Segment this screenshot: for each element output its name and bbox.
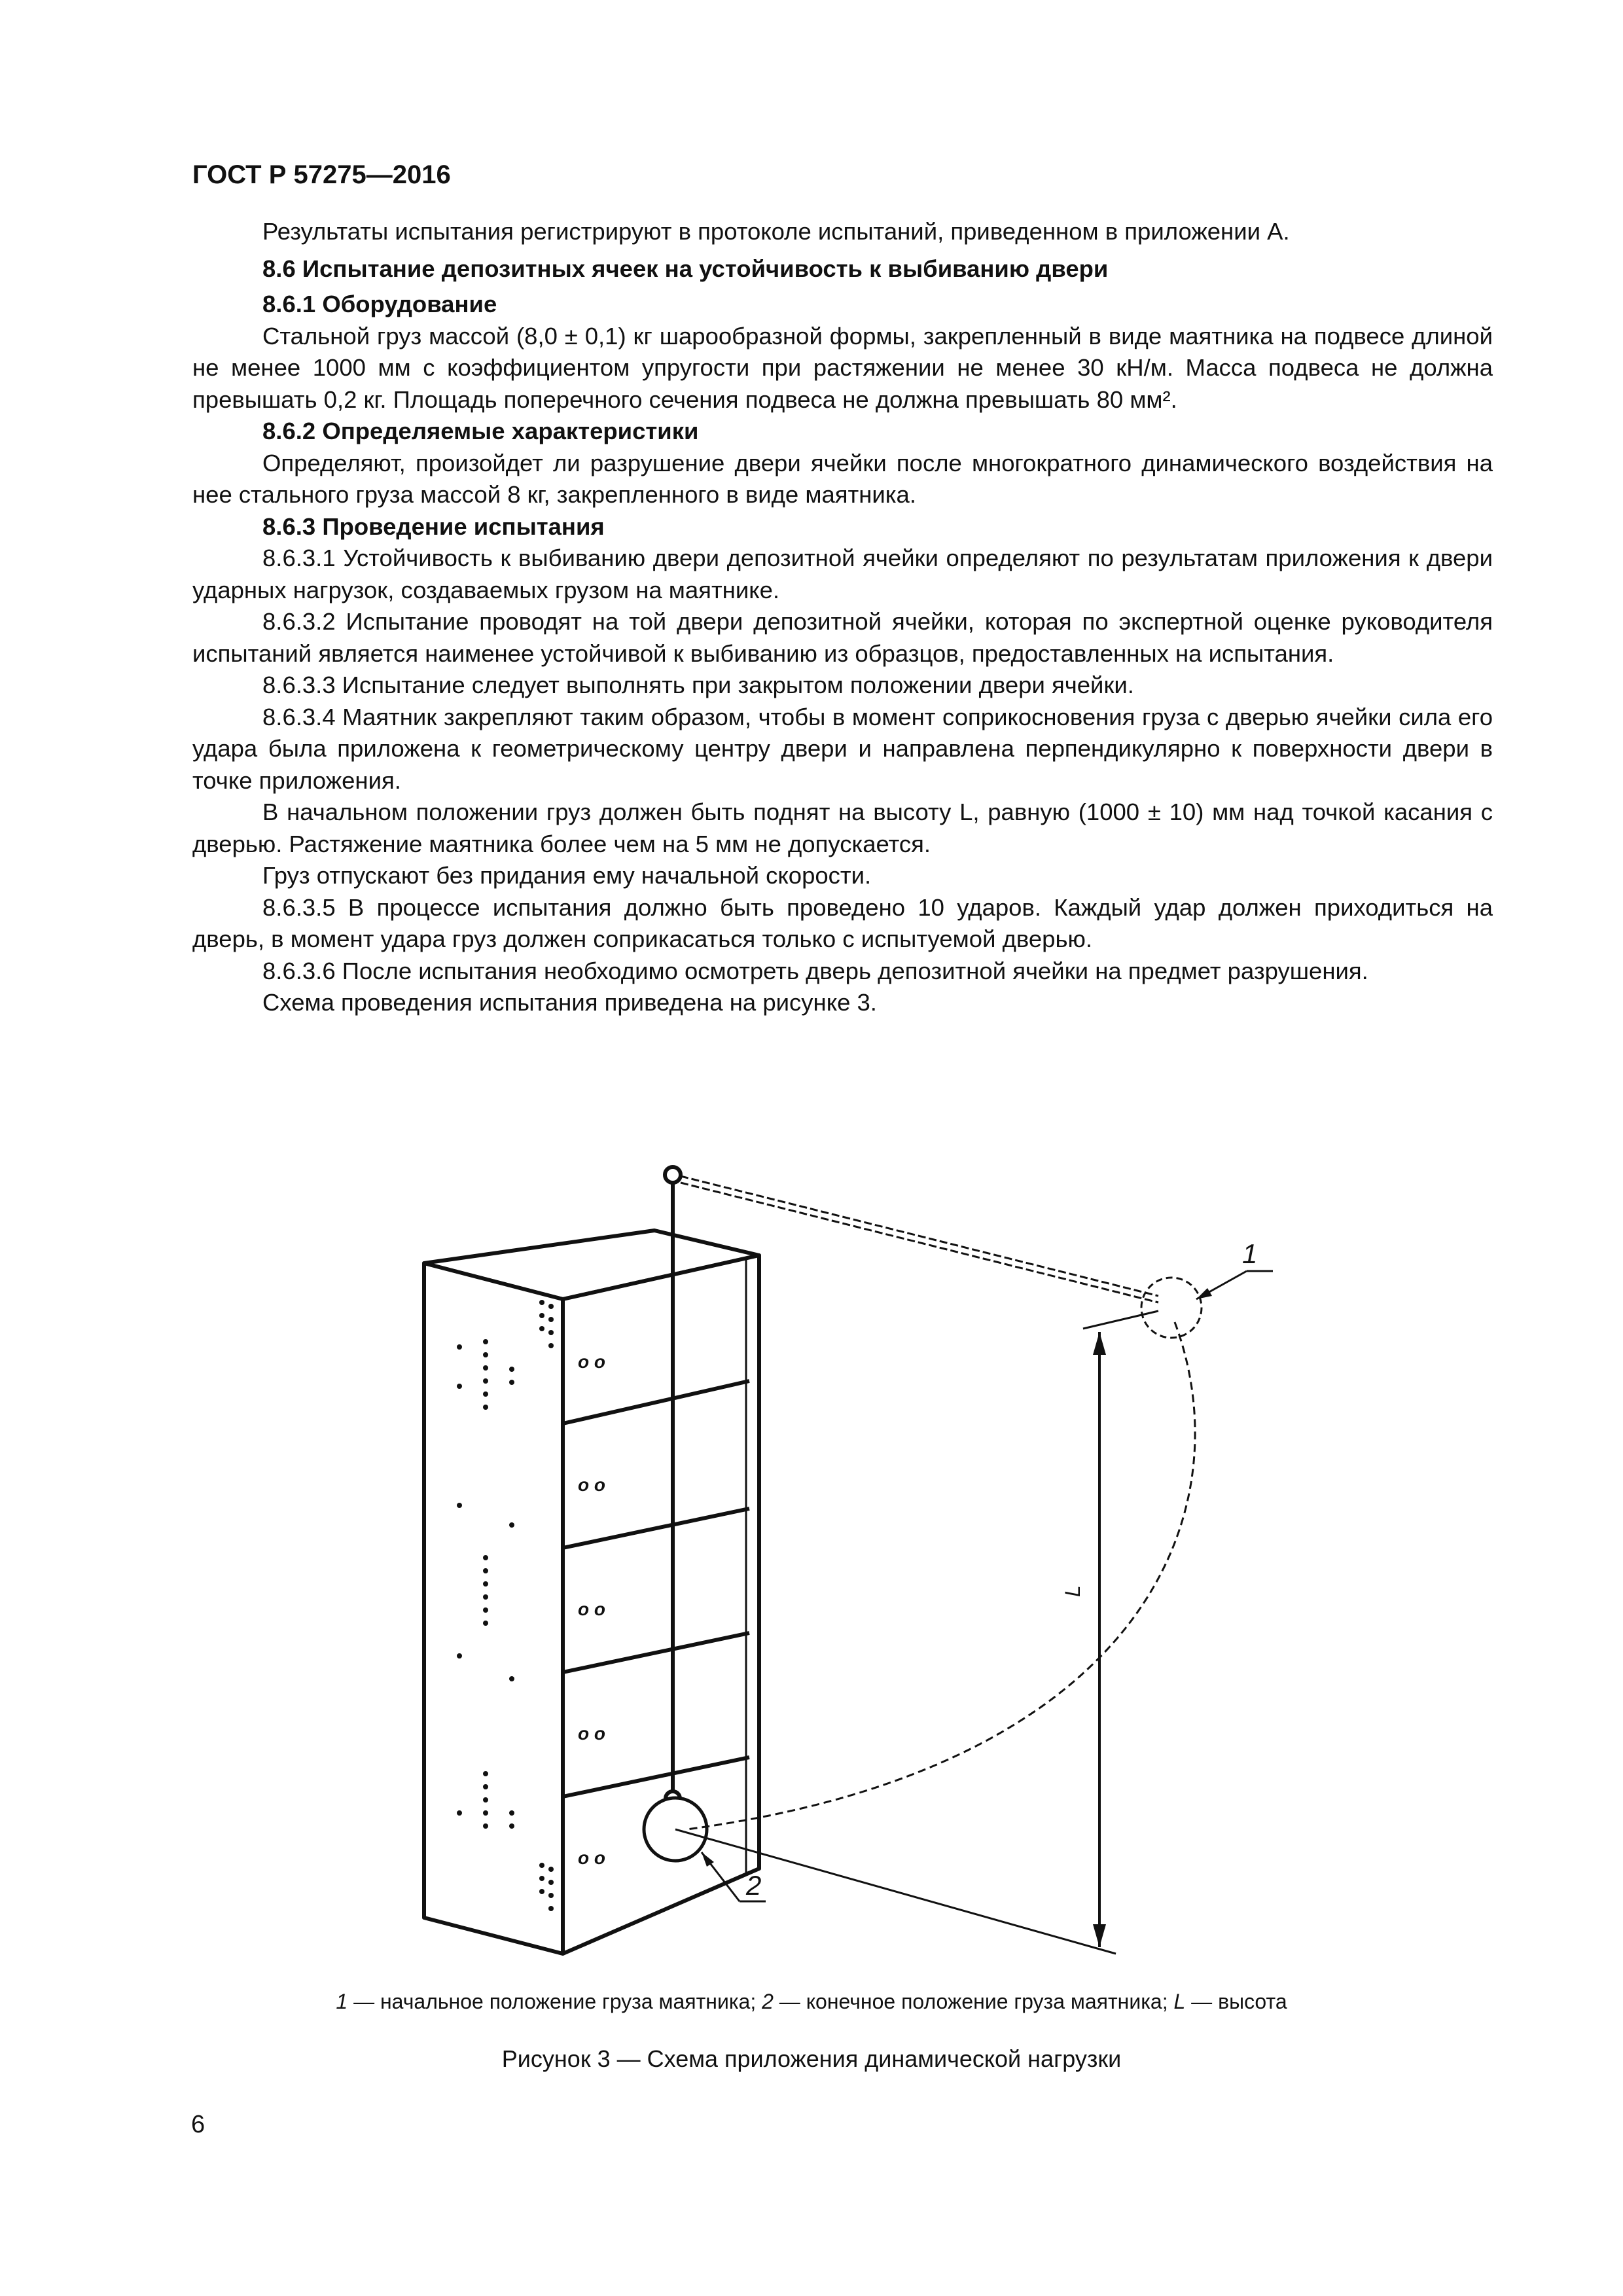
- lock-icon: o o: [578, 1352, 605, 1372]
- label-L: L: [1061, 1585, 1084, 1597]
- section-heading: 8.6.3 Проведение испытания: [262, 512, 605, 540]
- pendulum-weight-initial: [1141, 1278, 1202, 1338]
- paragraph: 8.6.3.1 Устойчивость к выбиванию двери депозитной ячейки определяют по результатам приложения к двери ударных нагрузок, создаваемых грузом на маятнике.: [192, 545, 1493, 603]
- paragraph: Схема проведения испытания приведена на рисунке 3.: [262, 989, 877, 1016]
- paragraph: 8.6.3.3 Испытание следует выполнять при закрытом положении двери ячейки.: [262, 672, 1134, 698]
- paragraph: 8.6.3.2 Испытание проводят на той двери депозитной ячейки, которая по экспертной оценке руководителя испытаний является наименее устойчивой к выбиванию из образцов, предоставленных на испытания.: [192, 608, 1493, 667]
- paragraph: Результаты испытания регистрируют в протоколе испытаний, приведенном в приложении А.: [262, 218, 1290, 245]
- lock-icon: o o: [578, 1599, 605, 1619]
- pivot-ring: [665, 1167, 681, 1183]
- lock-icon: o o: [578, 1848, 605, 1868]
- figure-legend: [0, 1990, 1623, 2014]
- section-heading: 8.6.1 Оборудование: [262, 291, 497, 317]
- figure-title: Рисунок 3 — Схема приложения динамической нагрузки: [501, 2045, 1122, 2072]
- legend-text-L: — высота: [1185, 1990, 1287, 2013]
- lock-icon: o o: [578, 1475, 605, 1495]
- legend-num-2: 2: [762, 1990, 774, 2013]
- section-heading: 8.6 Испытание депозитных ячеек на устойчивость к выбиванию двери: [262, 255, 1109, 282]
- figure-3-diagram: [0, 1152, 1623, 1983]
- cabinet-side: [424, 1263, 563, 1954]
- paragraph: 8.6.3.6 После испытания необходимо осмотреть дверь депозитной ячейки на предмет разрушения.: [262, 957, 1368, 984]
- extension-line-bottom: [675, 1829, 1116, 1954]
- label-2: 2: [746, 1870, 762, 1901]
- lock-icon: o o: [578, 1723, 605, 1744]
- paragraph: Груз отпускают без придания ему начальной скорости.: [262, 862, 872, 889]
- section-heading: 8.6.2 Определяемые характеристики: [262, 418, 699, 444]
- swing-arc: [687, 1322, 1195, 1829]
- page-number: 6: [191, 2111, 205, 2138]
- label-1: 1: [1242, 1238, 1258, 1269]
- paragraph: Определяют, произойдет ли разрушение двери ячейки после многократного динамического воздействия на нее стального груза массой 8 кг, закрепленного в виде маятника.: [192, 449, 1493, 508]
- legend-text-1: — начальное положение груза маятника;: [348, 1990, 762, 2013]
- legend-num-1: 1: [336, 1990, 348, 2013]
- legend-L: L: [1173, 1990, 1186, 2013]
- paragraph: 8.6.3.5 В процессе испытания должно быть проведено 10 ударов. Каждый удар должен приходиться на дверь, в момент удара груз должен соприкасаться только с испытуемой дверью.: [192, 893, 1493, 952]
- paragraph: 8.6.3.4 Маятник закрепляют таким образом, чтобы в момент соприкосновения груза с дверью ячейки сила его удара была приложена к геометрическому центру двери и направлена перпендикулярно к поверхности двери в точке приложения.: [192, 703, 1493, 794]
- body-text: [192, 216, 1493, 1019]
- legend-text-2: — конечное положение груза маятника;: [773, 1990, 1174, 2013]
- paragraph: В начальном положении груз должен быть поднят на высоту L, равную (1000 ± 10) мм над точкой касания с дверью. Растяжение маятника более чем на 5 мм не допускается.: [192, 798, 1493, 857]
- document-header: ГОСТ Р 57275—2016: [192, 160, 451, 189]
- paragraph: Стальной груз массой (8,0 ± 0,1) кг шарообразной формы, закрепленный в виде маятника на подвесе длиной не менее 1000 мм с коэффициентом упругости при растяжении не менее 30 кН/м. Масса подвеса не должна превышать 0,2 кг. Площадь поперечного сечения подвеса не должна превышать 80 мм².: [192, 322, 1493, 413]
